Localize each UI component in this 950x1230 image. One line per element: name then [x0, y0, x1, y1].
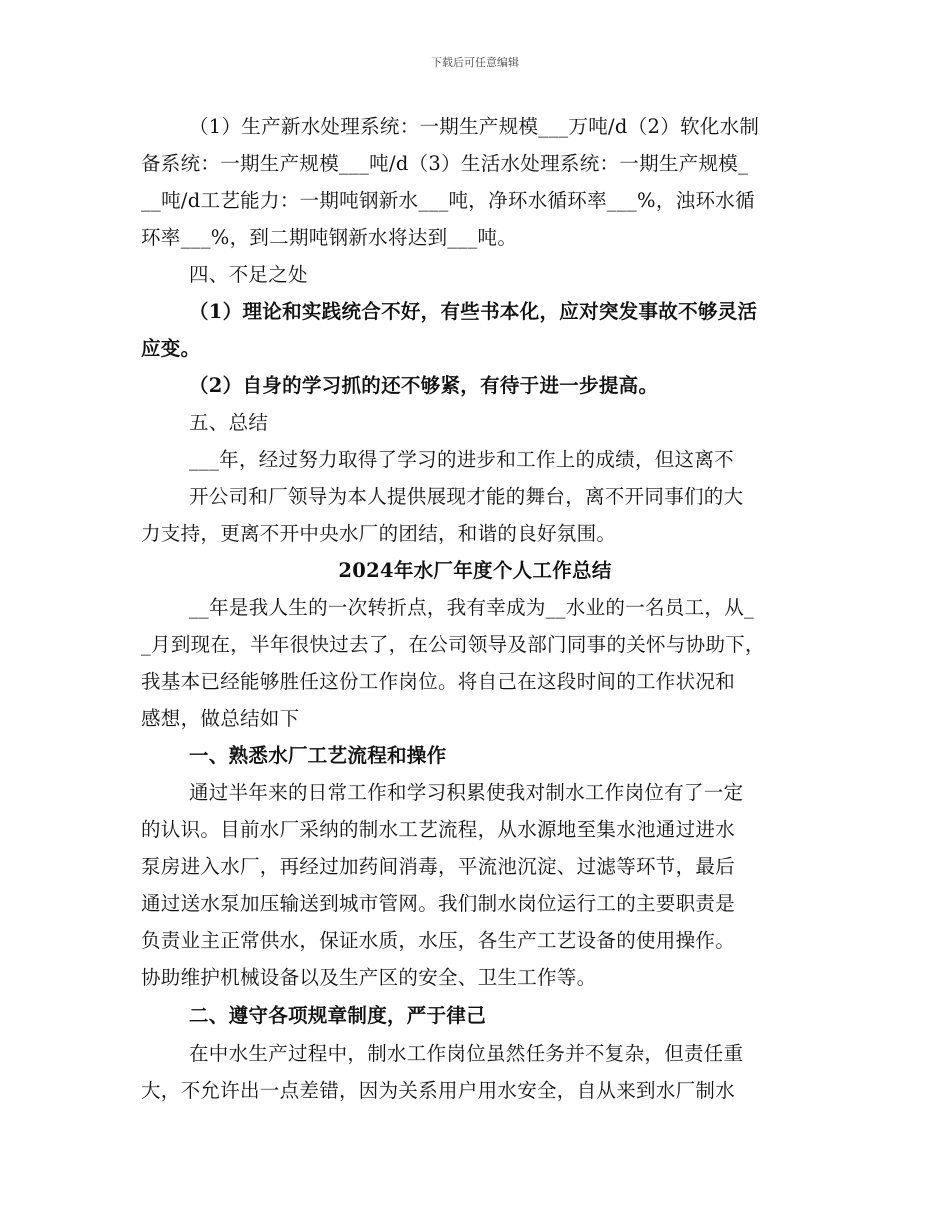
paragraph-line: __年是我人生的一次转折点，我有幸成为__水业的一名员工，从_: [189, 596, 755, 619]
paragraph-line: 我基本已经能够胜任这份工作岗位。将自己在这段时间的工作状况和: [141, 670, 736, 693]
page-header: 下载后可任意编辑: [431, 56, 519, 69]
paragraph-line: _月到现在，半年很快过去了，在公司领导及部门同事的关怀与协助下，: [141, 633, 765, 656]
paragraph-line: 负责业主正常供水，保证水质，水压，各生产工艺设备的使用操作。: [141, 929, 736, 952]
paragraph-line: 感想，做总结如下: [141, 707, 300, 730]
paragraph-line: ___年，经过努力取得了学习的进步和工作上的成绩，但这离不: [189, 448, 734, 471]
paragraph-line: 备系统：一期生产规模___吨/d（3）生活水处理系统：一期生产规模_: [141, 152, 749, 175]
paragraph-line: 通过送水泵加压输送到城市管网。我们制水岗位运行工的主要职责是: [141, 892, 736, 915]
paragraph-line: __吨/d工艺能力：一期吨钢新水___吨，净环水循环率___%，浊环水循: [141, 189, 755, 212]
paragraph-line-bold: （1）理论和实践统合不好，有些书本化，应对突发事故不够灵活: [189, 300, 758, 323]
paragraph-line: 协助维护机械设备以及生产区的安全、卫生工作等。: [141, 966, 597, 989]
paragraph-line-bold: （2）自身的学习抓的还不够紧，有待于进一步提高。: [189, 374, 659, 397]
section-heading: 四、不足之处: [189, 263, 308, 286]
document-title: 2024年水厂年度个人工作总结: [338, 559, 612, 582]
paragraph-line: 泵房进入水厂，再经过加药间消毒，平流池沉淀、过滤等环节，最后: [141, 855, 736, 878]
paragraph-line: （1）生产新水处理系统：一期生产规模___万吨/d（2）软化水制: [189, 115, 760, 138]
paragraph-line: 力支持，更离不开中央水厂的团结，和谐的良好氛围。: [141, 522, 617, 545]
paragraph-line: 的认识。目前水厂采纳的制水工艺流程，从水源地至集水池通过进水: [141, 818, 736, 841]
paragraph-line: 在中水生产过程中，制水工作岗位虽然任务并不复杂，但责任重: [189, 1042, 744, 1065]
paragraph-line: 开公司和厂领导为本人提供展现才能的舞台，离不开同事们的大: [189, 485, 744, 508]
paragraph-line: 大，不允许出一点差错，因为关系用户用水安全，自从来到水厂制水: [141, 1079, 736, 1102]
paragraph-line: 通过半年来的日常工作和学习积累使我对制水工作岗位有了一定: [189, 781, 744, 804]
section-heading-bold: 一、熟悉水厂工艺流程和操作: [189, 744, 447, 767]
section-heading: 五、总结: [189, 411, 269, 434]
paragraph-line-bold: 应变。: [141, 337, 201, 360]
paragraph-line: 环率___%，到二期吨钢新水将达到___吨。: [141, 226, 518, 249]
section-heading-bold: 二、遵守各项规章制度，严于律己: [189, 1004, 487, 1027]
